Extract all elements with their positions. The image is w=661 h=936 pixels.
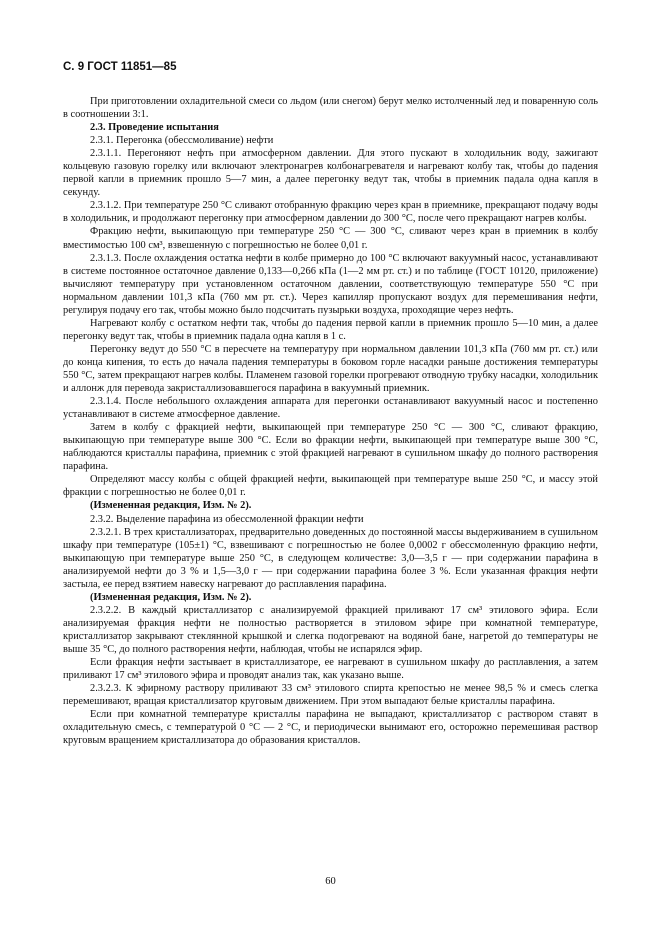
paragraph: 2.3.1.2. При температуре 250 °С сливают отобранную фракцию через кран в приемнике, прекращают подачу воды в холодильник, и продолжают перегонку при атмосферном давлении до 300 °С, после чего прекращают нагрев колбы. bbox=[63, 200, 598, 225]
paragraph: При приготовлении охладительной смеси со льдом (или снегом) берут мелко истолченный лед и поваренную соль в соотношении 3:1. bbox=[63, 96, 598, 121]
section-heading: 2.3. Проведение испытания bbox=[90, 122, 219, 134]
paragraph: 2.3.2.3. К эфирному раствору приливают 33 см³ этилового спирта крепостью не менее 98,5 % и смесь слегка перемешивают, вращая кристаллизатор круговым движением. При этом выпадают белые кристаллы парафина. bbox=[63, 683, 598, 708]
paragraph: 2.3.1.1. Перегоняют нефть при атмосферном давлении. Для этого пускают в холодильник воду, зажигают кольцевую газовую горелку или включают электронагрев колбонагревателя и нагревают колбу так, чтобы до падения первой капли в приемник прошло 5—7 мин, а далее перегонку ведут так, чтобы в приемник падала одна капля в секунду. bbox=[63, 148, 598, 199]
subsection-heading: 2.3.1. Перегонка (обессмоливание) нефти bbox=[90, 135, 274, 147]
paragraph: Перегонку ведут до 550 °С в пересчете на температуру при нормальном давлении 101,3 кПа (760 мм рт. ст.) или до конца кипения, то есть до начала падения температуры в боковом горле насадки раньше достижения температуры 550 °С, затем прекращают нагрев колбы. Пламенем газовой горелки прогревают отводную трубку насадки, холодильник и аллонж для перевода закристаллизовавшегося парафина в вакуумный приемник. bbox=[63, 343, 598, 395]
paragraph: Нагревают колбу с остатком нефти так, чтобы до падения первой капли в приемник прошло 5—10 мин, а далее перегонку ведут так, чтобы в приемник падала одна капля в 1 с. bbox=[63, 317, 598, 342]
paragraph: Затем в колбу с фракцией нефти, выкипающей при температуре 250 °С — 300 °С, сливают фракцию, выкипающую при температуре выше 300 °С. Если во фракции нефти, выкипающей при температуре выше 300 °С, наблюдаются кристаллы парафина, приемник с этой фракцией нагревают в сушильном шкафу до полного растворения парафина. bbox=[63, 422, 598, 473]
document-body bbox=[63, 95, 598, 747]
paragraph: 2.3.1.4. После небольшого охлаждения аппарата для перегонки останавливают вакуумный насос и постепенно устанавливают в системе атмосферное давление. bbox=[63, 396, 598, 421]
paragraph: 2.3.2.2. В каждый кристаллизатор с анализируемой фракцией приливают 17 см³ этилового эфира. Если анализируемая фракция нефти не полностью растворяется в этиловом эфире при комнатной температуре, кристаллизатор закрывают стеклянной крышкой и слегка подогревают на водяной бане, нагретой до температуры не выше 35 °С, до полного растворения нефти, наблюдая, чтобы не испарялся эфир. bbox=[63, 604, 598, 655]
paragraph: 2.3.1.3. После охлаждения остатка нефти в колбе примерно до 100 °С включают вакуумный насос, устанавливают в системе постоянное остаточное давление 0,133—0,266 кПа (1—2 мм рт. ст.) и по таблице (ГОСТ 10120, приложение) вычисляют температуру при установленном остаточном давлении, соответствующую температуре 550 °С при нормальном давлении 101,3 кПа (760 мм рт. ст.). Через капилляр пропускают воздух для перемешивания нефти, регулируя подачу его так, чтобы можно было подсчитать пузырьки воздуха, проходящие через нефть. bbox=[63, 252, 598, 316]
paragraph: Если при комнатной температуре кристаллы парафина не выпадают, кристаллизатор с раствором ставят в охладительную смесь, с температурой 0 °С — 2 °С, и периодически вынимают его, осторожно перемешивая раствор круговым вращением кристаллизатора до образования кристаллов. bbox=[63, 709, 598, 747]
amendment-note: (Измененная редакция, Изм. № 2). bbox=[90, 500, 252, 512]
paragraph: Если фракция нефти застывает в кристаллизаторе, ее нагревают в сушильном шкафу до расплавления, а затем приливают 17 см³ этилового эфира и проводят анализ так, как указано выше. bbox=[63, 657, 598, 682]
paragraph: Определяют массу колбы с общей фракцией нефти, выкипающей при температуре выше 250 °С, и массу этой фракции с погрешностью не более 0,01 г. bbox=[63, 474, 598, 499]
page-header: С. 9 ГОСТ 11851—85 bbox=[63, 61, 177, 73]
page-number: 60 bbox=[325, 876, 336, 887]
paragraph: 2.3.2.1. В трех кристаллизаторах, предварительно доведенных до постоянной массы выдерживанием в сушильном шкафу при температуре (105±1) °С, взвешивают с погрешностью не более 0,0002 г обессмоленную фракцию нефти, выкипающую при температуре выше 250 °С, в следующем количестве: 3,0—3,5 г — при содержании парафина в анализируемой нефти до 3 % и 1,5—3,0 г — при содержании парафина более 3 %. Если указанная фракция нефти застыла, ее перед взятием навеску нагревают до расплавления парафина. bbox=[63, 526, 598, 590]
amendment-note: (Измененная редакция, Изм. № 2). bbox=[90, 591, 252, 603]
paragraph: Фракцию нефти, выкипающую при температуре 250 °С — 300 °С, сливают через кран в приемник в колбу вместимостью 100 см³, взвешенную с погрешностью не более 0,01 г. bbox=[63, 226, 598, 251]
subsection-heading: 2.3.2. Выделение парафина из обессмоленной фракции нефти bbox=[90, 513, 364, 525]
